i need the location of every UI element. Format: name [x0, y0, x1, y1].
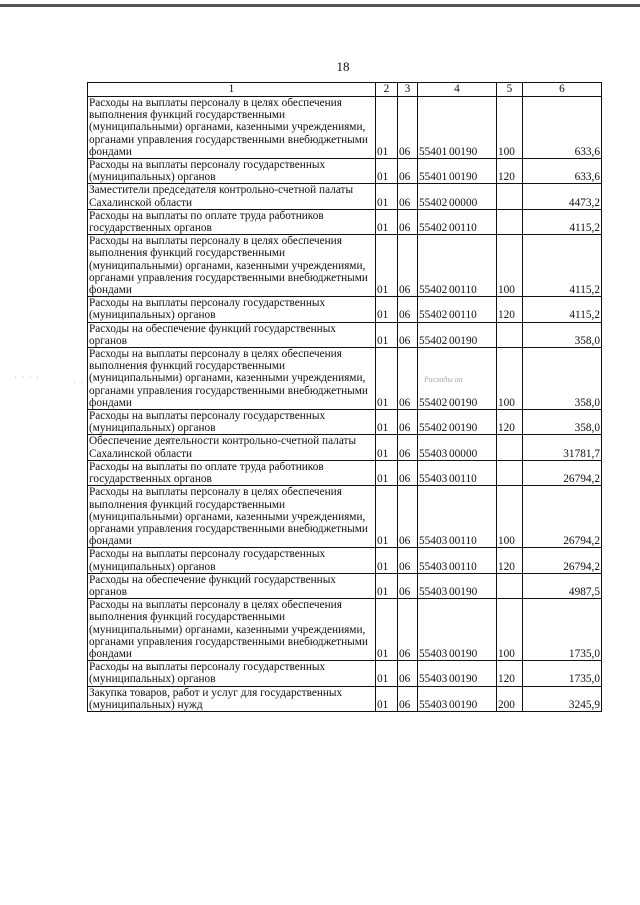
- target-article-cell: [418, 159, 497, 184]
- row-name-cell: Расходы на выплаты персоналу государственных (муниципальных) органов: [88, 297, 376, 322]
- header-cell: 1: [88, 83, 376, 97]
- program-code: 55402: [419, 309, 448, 322]
- program-code: 55403: [419, 647, 448, 660]
- subsection-code-cell: 06: [398, 348, 418, 410]
- target-article-cell: [418, 322, 497, 347]
- section-code-cell: 01: [376, 209, 398, 234]
- target-article-cell: [418, 486, 497, 548]
- direction-code: 00190: [449, 171, 478, 184]
- target-article-cell: [418, 435, 497, 460]
- direction-code: 00190: [449, 145, 478, 158]
- subsection-code-cell: 06: [398, 235, 418, 297]
- table-row: [88, 184, 602, 209]
- expense-type-cell: [497, 184, 523, 209]
- row-name-cell: Расходы на выплаты персоналу государственных (муниципальных) органов: [88, 548, 376, 573]
- row-name-cell: Расходы на выплаты персоналу в целях обеспечения выполнения функций государственными (муниципальными) органами, казенными учреждениями, органами управления государственными внебюджетными фондами: [88, 599, 376, 661]
- subsection-code-cell: 06: [398, 159, 418, 184]
- target-article-cell: [418, 184, 497, 209]
- amount-cell: 26794,2: [523, 460, 602, 485]
- expense-type-cell: [497, 322, 523, 347]
- section-code-cell: 01: [376, 486, 398, 548]
- target-article-cell: [418, 686, 497, 711]
- program-code: 55403: [419, 447, 448, 460]
- expense-type-cell: 120: [497, 297, 523, 322]
- section-code-cell: 01: [376, 297, 398, 322]
- subsection-code-cell: 06: [398, 661, 418, 686]
- program-code: 55403: [419, 560, 448, 573]
- program-code: 55403: [419, 585, 448, 598]
- direction-code: 00190: [449, 422, 478, 435]
- amount-cell: 4115,2: [523, 297, 602, 322]
- amount-cell: 4987,5: [523, 573, 602, 598]
- subsection-code-cell: 06: [398, 410, 418, 435]
- amount-cell: 633,6: [523, 97, 602, 159]
- program-code: 55402: [419, 196, 448, 209]
- table-row: [88, 410, 602, 435]
- table-row: [88, 97, 602, 159]
- table-row: [88, 348, 602, 410]
- direction-code: 00190: [449, 396, 478, 409]
- amount-cell: 358,0: [523, 322, 602, 347]
- program-code: 55402: [419, 334, 448, 347]
- top-scan-edge: [0, 4, 640, 7]
- amount-cell: 26794,2: [523, 548, 602, 573]
- target-article-cell: [418, 548, 497, 573]
- subsection-code-cell: 06: [398, 184, 418, 209]
- target-article-cell: [418, 235, 497, 297]
- table-row: [88, 209, 602, 234]
- program-code: 55402: [419, 222, 448, 235]
- direction-code: 00110: [449, 222, 477, 235]
- subsection-code-cell: 06: [398, 548, 418, 573]
- subsection-code-cell: 06: [398, 297, 418, 322]
- amount-cell: 358,0: [523, 348, 602, 410]
- row-name-cell: Закупка товаров, работ и услуг для государственных (муниципальных) нужд: [88, 686, 376, 711]
- expense-type-cell: 120: [497, 661, 523, 686]
- program-code: 55403: [419, 698, 448, 711]
- expense-type-cell: 100: [497, 235, 523, 297]
- expense-type-cell: 100: [497, 97, 523, 159]
- target-article-cell: [418, 297, 497, 322]
- direction-code: 00190: [449, 585, 478, 598]
- subsection-code-cell: 06: [398, 209, 418, 234]
- subsection-code-cell: 06: [398, 599, 418, 661]
- row-name-cell: Расходы на выплаты по оплате труда работников государственных органов: [88, 209, 376, 234]
- section-code-cell: 01: [376, 548, 398, 573]
- table-row: [88, 460, 602, 485]
- subsection-code-cell: 06: [398, 573, 418, 598]
- section-code-cell: 01: [376, 97, 398, 159]
- expense-type-cell: 120: [497, 410, 523, 435]
- row-name-cell: Расходы на выплаты персоналу в целях обеспечения выполнения функций государственными (муниципальными) органами, казенными учреждениями, органами управления государственными внебюджетными фондами: [88, 235, 376, 297]
- header-cell: 4: [418, 83, 497, 97]
- expense-type-cell: 100: [497, 348, 523, 410]
- expense-type-cell: 100: [497, 486, 523, 548]
- amount-cell: 4115,2: [523, 235, 602, 297]
- program-code: 55402: [419, 422, 448, 435]
- direction-code: 00110: [449, 309, 477, 322]
- amount-cell: 31781,7: [523, 435, 602, 460]
- program-code: 55403: [419, 535, 448, 548]
- amount-cell: 3245,9: [523, 686, 602, 711]
- target-article-cell: [418, 599, 497, 661]
- row-name-cell: Обеспечение деятельности контрольно-счетной палаты Сахалинской области: [88, 435, 376, 460]
- row-name-cell: Расходы на выплаты персоналу государственных (муниципальных) органов: [88, 410, 376, 435]
- target-article-cell: [418, 410, 497, 435]
- expense-type-cell: 120: [497, 159, 523, 184]
- expense-type-cell: [497, 460, 523, 485]
- section-code-cell: 01: [376, 599, 398, 661]
- direction-code: 00190: [449, 673, 478, 686]
- direction-code: 00190: [449, 698, 478, 711]
- program-code: 55402: [419, 396, 448, 409]
- table-row: [88, 159, 602, 184]
- margin-mark: · ·: [73, 377, 85, 387]
- direction-code: 00110: [449, 473, 477, 486]
- direction-code: 00110: [449, 560, 477, 573]
- table-row: [88, 486, 602, 548]
- row-name-cell: Расходы на выплаты персоналу в целях обеспечения выполнения функций государственными (муниципальными) органами, казенными учреждениями, органами управления государственными внебюджетными фондами: [88, 486, 376, 548]
- expense-type-cell: 120: [497, 548, 523, 573]
- direction-code: 00000: [449, 196, 478, 209]
- row-name-cell: Расходы на обеспечение функций государственных органов: [88, 573, 376, 598]
- expense-type-cell: [497, 209, 523, 234]
- amount-cell: 358,0: [523, 410, 602, 435]
- header-cell: 3: [398, 83, 418, 97]
- subsection-code-cell: 06: [398, 460, 418, 485]
- direction-code: 00190: [449, 647, 478, 660]
- direction-code: 00110: [449, 284, 477, 297]
- program-code: 55403: [419, 673, 448, 686]
- section-code-cell: 01: [376, 410, 398, 435]
- program-code: 55401: [419, 171, 448, 184]
- header-cell: 2: [376, 83, 398, 97]
- amount-cell: 633,6: [523, 159, 602, 184]
- amount-cell: 1735,0: [523, 661, 602, 686]
- row-name-cell: Расходы на выплаты персоналу в целях обеспечения выполнения функций государственными (муниципальными) органами, казенными учреждениями, органами управления государственными внебюджетными фондами: [88, 97, 376, 159]
- subsection-code-cell: 06: [398, 486, 418, 548]
- target-article-cell: [418, 97, 497, 159]
- subsection-code-cell: 06: [398, 435, 418, 460]
- section-code-cell: 01: [376, 686, 398, 711]
- target-article-cell: [418, 661, 497, 686]
- table-row: [88, 661, 602, 686]
- page-number: 18: [336, 59, 350, 74]
- section-code-cell: 01: [376, 661, 398, 686]
- row-name-cell: Расходы на выплаты персоналу в целях обеспечения выполнения функций государственными (муниципальными) органами, казенными учреждениями, органами управления государственными внебюджетными фондами: [88, 348, 376, 410]
- row-name-cell: Расходы на выплаты персоналу государственных (муниципальных) органов: [88, 159, 376, 184]
- program-code: 55401: [419, 145, 448, 158]
- margin-mark: · · · ·: [14, 372, 40, 382]
- expense-type-cell: [497, 435, 523, 460]
- row-name-cell: Расходы на выплаты по оплате труда работников государственных органов: [88, 460, 376, 485]
- section-code-cell: 01: [376, 322, 398, 347]
- row-name-cell: Заместители председателя контрольно-счетной палаты Сахалинской области: [88, 184, 376, 209]
- section-code-cell: 01: [376, 435, 398, 460]
- target-article-cell: [418, 460, 497, 485]
- table-row: [88, 435, 602, 460]
- table-row: [88, 322, 602, 347]
- section-code-cell: 01: [376, 460, 398, 485]
- section-code-cell: 01: [376, 159, 398, 184]
- target-article-cell: [418, 209, 497, 234]
- section-code-cell: 01: [376, 348, 398, 410]
- subsection-code-cell: 06: [398, 686, 418, 711]
- expense-type-cell: 200: [497, 686, 523, 711]
- amount-cell: 4115,2: [523, 209, 602, 234]
- direction-code: 00190: [449, 334, 478, 347]
- table-row: [88, 297, 602, 322]
- program-code: 55403: [419, 473, 448, 486]
- amount-cell: 26794,2: [523, 486, 602, 548]
- header-cell: 5: [497, 83, 523, 97]
- section-code-cell: 01: [376, 573, 398, 598]
- subsection-code-cell: 06: [398, 97, 418, 159]
- amount-cell: 4473,2: [523, 184, 602, 209]
- amount-cell: 1735,0: [523, 599, 602, 661]
- table-row: [88, 235, 602, 297]
- budget-table: [87, 82, 602, 712]
- expense-type-cell: 100: [497, 599, 523, 661]
- direction-code: 00110: [449, 535, 477, 548]
- direction-code: 00000: [449, 447, 478, 460]
- target-article-cell: [418, 573, 497, 598]
- section-code-cell: 01: [376, 235, 398, 297]
- table-row: [88, 599, 602, 661]
- row-name-cell: Расходы на обеспечение функций государственных органов: [88, 322, 376, 347]
- section-code-cell: 01: [376, 184, 398, 209]
- row-name-cell: Расходы на выплаты персоналу государственных (муниципальных) органов: [88, 661, 376, 686]
- header-cell: 6: [523, 83, 602, 97]
- table-row: [88, 573, 602, 598]
- target-article-cell: [418, 348, 497, 410]
- faint-stamp-text: Расходы на: [424, 375, 463, 384]
- program-code: 55402: [419, 284, 448, 297]
- expense-type-cell: [497, 573, 523, 598]
- table-row: [88, 686, 602, 711]
- subsection-code-cell: 06: [398, 322, 418, 347]
- table-header-row: [88, 83, 602, 97]
- table-row: [88, 548, 602, 573]
